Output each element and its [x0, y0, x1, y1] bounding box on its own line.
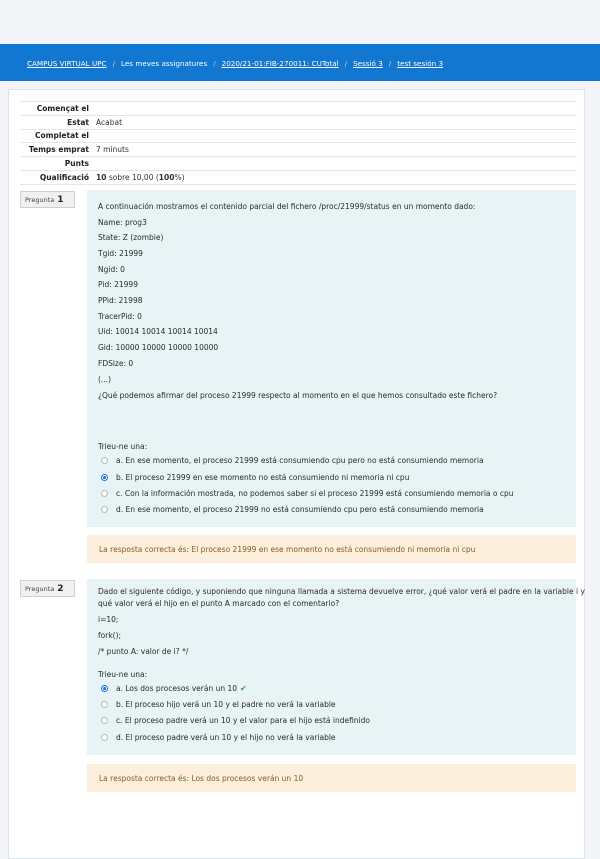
top-navbar	[0, 44, 600, 81]
answer-option-b[interactable]	[101, 700, 336, 709]
feedback-text: La resposta correcta és: Los dos procesos verán un 10	[99, 773, 304, 783]
option-label: c. Con la información mostrada, no podemos saber si el proceso 21999 está consumiendo memoria o cpu	[116, 489, 514, 498]
answer-option-d[interactable]	[101, 505, 484, 514]
summary-row-started	[20, 101, 576, 115]
summary-label: Estat	[67, 117, 89, 127]
question-1-number-badge	[20, 191, 75, 208]
question-text-line: Gid: 10000 10000 10000 10000	[98, 343, 219, 352]
summary-value: 7 minuts	[96, 145, 129, 155]
summary-row-grade	[20, 170, 576, 185]
option-label: a. En ese momento, el proceso 21999 está consumiendo cpu pero no está consumiendo memoria	[116, 456, 484, 465]
radio-button-selected[interactable]	[101, 685, 108, 692]
feedback-text: La resposta correcta és: El proceso 21999 en ese momento no está consumiendo ni memoria ni cpu	[99, 544, 476, 554]
answer-option-c[interactable]	[101, 716, 370, 725]
breadcrumb-home-link[interactable]: CAMPUS VIRTUAL UPC	[27, 58, 107, 68]
answer-prompt: Trieu-ne una:	[98, 670, 148, 679]
question-text-line: fork();	[98, 631, 122, 640]
answer-option-d[interactable]	[101, 733, 336, 742]
radio-button-selected[interactable]	[101, 474, 108, 481]
question-1-box	[87, 190, 576, 527]
answer-option-a[interactable]	[101, 456, 484, 465]
radio-button[interactable]	[101, 457, 108, 464]
breadcrumb-separator: /	[112, 58, 115, 68]
breadcrumb-session-link[interactable]: Sessió 3	[353, 58, 383, 68]
summary-label: Qualificació	[39, 172, 89, 182]
question-text-line: A continuación mostramos el contenido parcial del fichero /proc/21999/status en un momento dado:	[98, 202, 476, 211]
question-2-number-badge	[20, 580, 75, 597]
question-text-line: i=10;	[98, 615, 119, 624]
grade-score: 10	[96, 172, 107, 182]
summary-row-completed	[20, 129, 576, 143]
question-text-line: /* punto A: valor de i? */	[98, 647, 189, 656]
summary-row-time-taken	[20, 142, 576, 156]
option-label: a. Los dos procesos verán un 10	[116, 684, 238, 693]
option-label: c. El proceso padre verá un 10 y el valor para el hijo está indefinido	[116, 716, 370, 725]
grade-out-of: sobre 10,00 (	[106, 172, 159, 182]
question-text-line: Tgid: 21999	[98, 249, 143, 258]
question-text-line: ¿Qué podemos afirmar del proceso 21999 respecto al momento en el que hemos consultado este fichero?	[98, 391, 498, 400]
summary-row-state	[20, 115, 576, 129]
question-number: 2	[57, 583, 64, 594]
question-1-feedback	[87, 535, 576, 563]
answer-option-c[interactable]	[101, 489, 514, 498]
summary-label: Completat el	[35, 131, 89, 141]
question-text-line: TracerPid: 0	[98, 312, 142, 321]
question-text-line: FDSize: 0	[98, 359, 134, 368]
breadcrumb-separator: /	[388, 58, 392, 68]
breadcrumb-separator: /	[344, 58, 348, 68]
breadcrumb-my-courses-link[interactable]: Les meves assignatures	[120, 58, 208, 68]
option-label: d. En ese momento, el proceso 21999 no está consumiendo cpu pero está consumiendo memoria	[116, 505, 484, 514]
question-text-line: Name: prog3	[98, 218, 147, 227]
option-label: d. El proceso padre verá un 10 y el hijo no verá la variable	[116, 733, 336, 742]
question-2-box	[87, 579, 585, 755]
option-label: b. El proceso 21999 en ese momento no está consumiendo ni memoria ni cpu	[116, 473, 410, 482]
question-text-line: qué valor verá el hijo en el punto A marcado con el comentario?	[98, 599, 340, 608]
answer-option-b[interactable]	[101, 473, 409, 482]
breadcrumb-course-link[interactable]: 2020/21-01:FIB-270011: CUTotal	[221, 58, 339, 68]
grade-percent: 100	[158, 172, 175, 182]
radio-button[interactable]	[101, 506, 108, 513]
breadcrumb-test-link[interactable]: test sesión 3	[397, 58, 444, 68]
summary-label: Començat el	[36, 103, 89, 113]
question-text-line: Pid: 21999	[98, 280, 138, 289]
summary-label: Punts	[64, 159, 89, 169]
attempt-summary-table	[20, 101, 576, 185]
radio-button[interactable]	[101, 701, 108, 708]
question-text-line: Dado el siguiente código, y suponiendo que ninguna llamada a sistema devuelve error, ¿qué valor verá el padre en la variable i y	[98, 587, 585, 596]
question-label: Pregunta	[25, 584, 55, 593]
question-text-line: Ngid: 0	[98, 265, 125, 274]
breadcrumb-separator: /	[213, 58, 216, 68]
question-label: Pregunta	[25, 195, 55, 204]
question-text-line: (...)	[98, 375, 112, 384]
option-label: b. El proceso hijo verá un 10 y el padre no verá la variable	[116, 700, 336, 709]
radio-button[interactable]	[101, 490, 108, 497]
summary-grade-value	[96, 173, 185, 182]
breadcrumb	[27, 57, 443, 69]
grade-percent-suffix: %)	[174, 172, 185, 182]
radio-button[interactable]	[101, 717, 108, 724]
radio-button[interactable]	[101, 734, 108, 741]
answer-prompt: Trieu-ne una:	[98, 442, 148, 451]
summary-row-points	[20, 156, 576, 170]
summary-label: Temps emprat	[28, 145, 89, 155]
question-text-line: PPid: 21998	[98, 296, 143, 305]
question-text-line: Uid: 10014 10014 10014 10014	[98, 327, 218, 336]
summary-value: Acabat	[96, 117, 123, 127]
answer-option-a[interactable]	[101, 684, 247, 693]
question-text-line: State: Z (zombie)	[98, 233, 164, 242]
question-number: 1	[57, 194, 64, 205]
question-2-feedback	[87, 764, 576, 792]
correct-check-icon: ✔	[240, 684, 247, 693]
